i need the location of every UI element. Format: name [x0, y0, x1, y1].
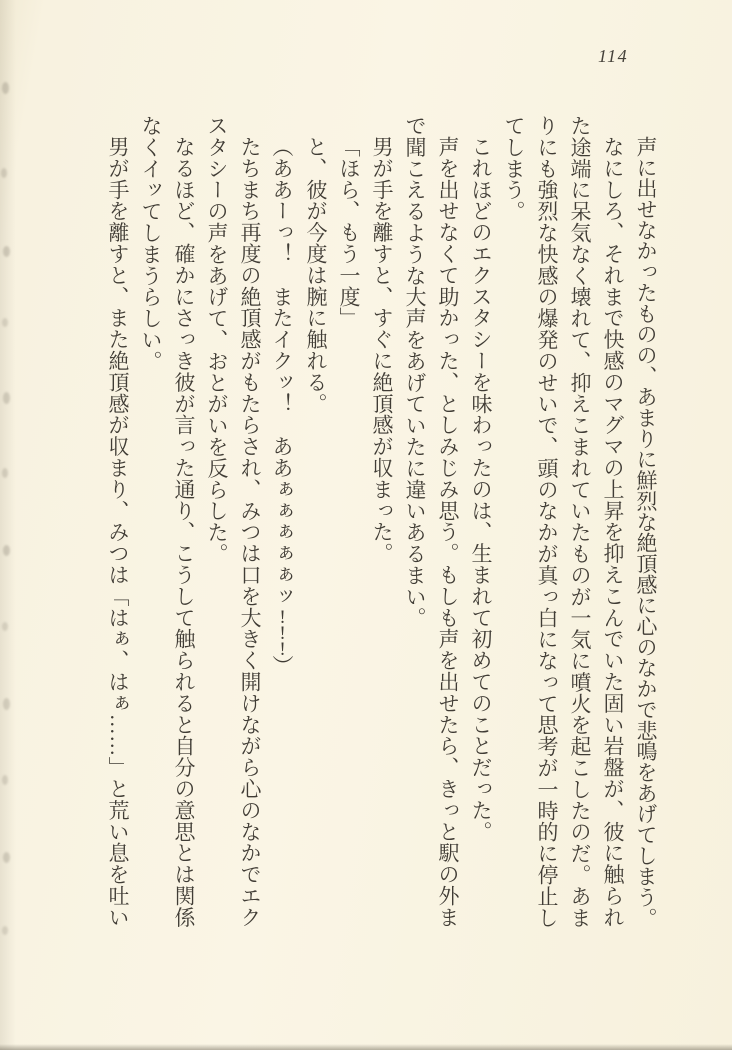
scan-artifact — [2, 775, 8, 785]
text-column: たちまち再度の絶頂感がもたらされ、みつは口を大きく開けながら心のなかでエク — [238, 136, 262, 929]
text-column: りにも強烈な快感の爆発のせいで、頭のなかが真っ白になって思考が一時的に停止し — [535, 115, 559, 929]
text-column: スタシーの声をあげて、おとがいを反らした。 — [205, 115, 229, 565]
text-column: なにしろ、それまで快感のマグマの上昇を抑えこんでいた固い岩盤が、彼に触られ — [601, 136, 625, 929]
text-column: た途端に呆気なく壊れて、抑えこまれていたものが一気に噴火を起こしたのだ。あま — [568, 115, 592, 929]
scan-edge — [0, 1044, 732, 1050]
scan-artifact — [2, 82, 9, 94]
text-column: なくイッてしまうらしい。 — [139, 115, 163, 372]
text-column: 声を出せなくて助かった、としみじみ思う。もしも声を出せたら、きっと駅の外ま — [436, 136, 460, 929]
page-number: 114 — [598, 46, 629, 66]
text-column: 男が手を離すと、すぐに絶頂感が収まった。 — [370, 136, 394, 565]
scan-artifact — [3, 246, 10, 257]
text-column — [266, 115, 299, 930]
exclamation-marks: !!! — [272, 607, 293, 656]
text-column: 「ほら、もう一度」 — [337, 136, 361, 329]
scan-artifact — [1, 168, 7, 178]
text-column: と、彼が今度は腕に触れる。 — [304, 136, 328, 415]
vertical-text-block — [101, 115, 662, 930]
binding-shadow — [0, 0, 16, 1050]
text-segment: ） — [270, 655, 294, 677]
text-column: 男が手を離すと、また絶頂感が収まり、みつは「はぁ、はぁ……」と荒い息を吐い — [106, 136, 130, 929]
text-column: で聞こえるような大声をあげていたに違いあるまい。 — [403, 115, 427, 629]
scan-artifact — [2, 622, 8, 631]
text-column: これほどのエクスタシーを味わったのは、生まれて初めてのことだった。 — [469, 136, 493, 843]
scan-artifact — [2, 926, 8, 935]
scan-artifact — [2, 468, 8, 478]
scan-artifact — [3, 852, 10, 863]
scan-artifact — [2, 318, 8, 327]
scan-artifact — [3, 545, 10, 556]
text-segment: （ああーっ！ またイクッ！ ああぁぁぁぁぁッ — [270, 136, 294, 608]
text-column: 声に出せなかったものの、あまりに鮮烈な絶頂感に心のなかで悲鳴をあげてしまう。 — [634, 136, 658, 929]
text-column: なるほど、確かにさっき彼が言った通り、こうして触られると自分の意思とは関係 — [172, 136, 196, 929]
scan-artifact — [3, 698, 10, 710]
text-column: てしまう。 — [502, 115, 526, 222]
scan-artifact — [3, 392, 10, 404]
